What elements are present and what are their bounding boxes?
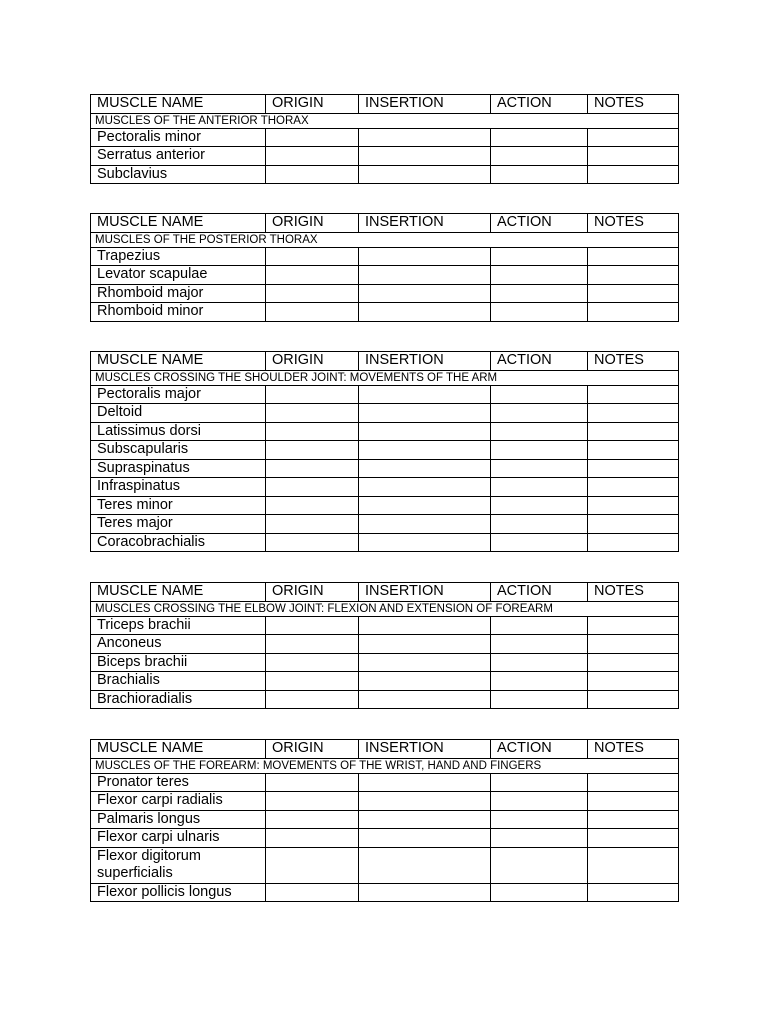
action-cell[interactable] [491, 422, 588, 441]
insertion-cell[interactable] [359, 147, 491, 166]
notes-cell[interactable] [588, 847, 679, 883]
action-cell[interactable] [491, 773, 588, 792]
table-row [91, 404, 679, 423]
muscle-table [90, 739, 679, 902]
insertion-cell[interactable] [359, 672, 491, 691]
notes-cell[interactable] [588, 404, 679, 423]
notes-cell[interactable] [588, 829, 679, 848]
column-header-muscle-name: MUSCLE NAME [91, 352, 266, 371]
action-cell[interactable] [491, 284, 588, 303]
table-row [91, 533, 679, 552]
origin-cell[interactable] [266, 616, 359, 635]
action-cell[interactable] [491, 672, 588, 691]
table-row [91, 385, 679, 404]
column-header-insertion: INSERTION [359, 95, 491, 114]
column-header-insertion: INSERTION [359, 583, 491, 602]
origin-cell[interactable] [266, 653, 359, 672]
table-row [91, 635, 679, 654]
column-header-notes: NOTES [588, 95, 679, 114]
insertion-cell[interactable] [359, 533, 491, 552]
origin-cell[interactable] [266, 165, 359, 184]
notes-cell[interactable] [588, 128, 679, 147]
table-header-row [91, 95, 679, 114]
column-header-origin: ORIGIN [266, 352, 359, 371]
column-header-action: ACTION [491, 95, 588, 114]
column-header-muscle-name: MUSCLE NAME [91, 95, 266, 114]
table-header-row [91, 352, 679, 371]
muscle-name-cell: Brachioradialis [91, 690, 266, 709]
muscle-name-cell: Latissimus dorsi [91, 422, 266, 441]
notes-cell[interactable] [588, 385, 679, 404]
origin-cell[interactable] [266, 690, 359, 709]
muscle-name-cell: Subscapularis [91, 441, 266, 460]
action-cell[interactable] [491, 247, 588, 266]
table-header-row [91, 740, 679, 759]
insertion-cell[interactable] [359, 303, 491, 322]
column-header-insertion: INSERTION [359, 740, 491, 759]
notes-cell[interactable] [588, 773, 679, 792]
muscle-name-cell: Flexor digitorum superficialis [91, 847, 266, 883]
insertion-cell[interactable] [359, 478, 491, 497]
table-row [91, 792, 679, 811]
table-row [91, 422, 679, 441]
action-cell[interactable] [491, 478, 588, 497]
origin-cell[interactable] [266, 533, 359, 552]
notes-cell[interactable] [588, 690, 679, 709]
origin-cell[interactable] [266, 441, 359, 460]
insertion-cell[interactable] [359, 847, 491, 883]
column-header-action: ACTION [491, 583, 588, 602]
notes-cell[interactable] [588, 792, 679, 811]
table-row [91, 303, 679, 322]
table-row [91, 829, 679, 848]
insertion-cell[interactable] [359, 810, 491, 829]
notes-cell[interactable] [588, 422, 679, 441]
muscle-name-cell: Triceps brachii [91, 616, 266, 635]
notes-cell[interactable] [588, 883, 679, 902]
muscle-name-cell: Serratus anterior [91, 147, 266, 166]
notes-cell[interactable] [588, 515, 679, 534]
muscle-name-cell: Flexor carpi radialis [91, 792, 266, 811]
action-cell[interactable] [491, 792, 588, 811]
notes-cell[interactable] [588, 165, 679, 184]
origin-cell[interactable] [266, 847, 359, 883]
insertion-cell[interactable] [359, 404, 491, 423]
table-header-row [91, 583, 679, 602]
section-title: MUSCLES CROSSING THE ELBOW JOINT: FLEXION AND EXTENSION OF FOREARM [91, 601, 679, 616]
section-title: MUSCLES OF THE FOREARM: MOVEMENTS OF THE WRIST, HAND AND FINGERS [91, 758, 679, 773]
muscle-name-cell: Coracobrachialis [91, 533, 266, 552]
muscle-name-cell: Pronator teres [91, 773, 266, 792]
insertion-cell[interactable] [359, 792, 491, 811]
column-header-muscle-name: MUSCLE NAME [91, 740, 266, 759]
muscle-table [90, 582, 679, 709]
action-cell[interactable] [491, 303, 588, 322]
table-row [91, 847, 679, 883]
table-row [91, 773, 679, 792]
table-row [91, 810, 679, 829]
muscle-name-cell: Anconeus [91, 635, 266, 654]
insertion-cell[interactable] [359, 515, 491, 534]
insertion-cell[interactable] [359, 653, 491, 672]
muscle-name-cell: Brachialis [91, 672, 266, 691]
insertion-cell[interactable] [359, 496, 491, 515]
notes-cell[interactable] [588, 147, 679, 166]
origin-cell[interactable] [266, 829, 359, 848]
table-row [91, 515, 679, 534]
insertion-cell[interactable] [359, 266, 491, 285]
action-cell[interactable] [491, 690, 588, 709]
column-header-insertion: INSERTION [359, 352, 491, 371]
insertion-cell[interactable] [359, 829, 491, 848]
origin-cell[interactable] [266, 515, 359, 534]
origin-cell[interactable] [266, 147, 359, 166]
origin-cell[interactable] [266, 496, 359, 515]
column-header-origin: ORIGIN [266, 740, 359, 759]
muscle-name-cell: Rhomboid minor [91, 303, 266, 322]
column-header-action: ACTION [491, 740, 588, 759]
insertion-cell[interactable] [359, 128, 491, 147]
column-header-notes: NOTES [588, 583, 679, 602]
section-title-row [91, 113, 679, 128]
action-cell[interactable] [491, 266, 588, 285]
column-header-insertion: INSERTION [359, 214, 491, 233]
muscle-name-cell: Deltoid [91, 404, 266, 423]
table-row [91, 653, 679, 672]
notes-cell[interactable] [588, 635, 679, 654]
origin-cell[interactable] [266, 773, 359, 792]
table-row [91, 128, 679, 147]
action-cell[interactable] [491, 810, 588, 829]
action-cell[interactable] [491, 128, 588, 147]
column-header-origin: ORIGIN [266, 214, 359, 233]
insertion-cell[interactable] [359, 284, 491, 303]
section-title: MUSCLES OF THE POSTERIOR THORAX [91, 232, 679, 247]
origin-cell[interactable] [266, 247, 359, 266]
column-header-notes: NOTES [588, 352, 679, 371]
table-row [91, 284, 679, 303]
origin-cell[interactable] [266, 404, 359, 423]
muscle-name-cell: Flexor pollicis longus [91, 883, 266, 902]
action-cell[interactable] [491, 829, 588, 848]
column-header-action: ACTION [491, 214, 588, 233]
muscle-name-cell: Infraspinatus [91, 478, 266, 497]
muscle-name-cell: Biceps brachii [91, 653, 266, 672]
action-cell[interactable] [491, 515, 588, 534]
section-title-row [91, 232, 679, 247]
table-row [91, 616, 679, 635]
action-cell[interactable] [491, 847, 588, 883]
table-row [91, 247, 679, 266]
section-title-row [91, 370, 679, 385]
section-title: MUSCLES CROSSING THE SHOULDER JOINT: MOVEMENTS OF THE ARM [91, 370, 679, 385]
notes-cell[interactable] [588, 284, 679, 303]
action-cell[interactable] [491, 533, 588, 552]
muscle-name-cell: Trapezius [91, 247, 266, 266]
notes-cell[interactable] [588, 810, 679, 829]
insertion-cell[interactable] [359, 385, 491, 404]
table-row [91, 496, 679, 515]
table-row [91, 441, 679, 460]
notes-cell[interactable] [588, 478, 679, 497]
action-cell[interactable] [491, 385, 588, 404]
origin-cell[interactable] [266, 635, 359, 654]
insertion-cell[interactable] [359, 441, 491, 460]
action-cell[interactable] [491, 441, 588, 460]
notes-cell[interactable] [588, 303, 679, 322]
muscle-name-cell: Flexor carpi ulnaris [91, 829, 266, 848]
section-title-row [91, 601, 679, 616]
insertion-cell[interactable] [359, 635, 491, 654]
table-row [91, 459, 679, 478]
action-cell[interactable] [491, 404, 588, 423]
insertion-cell[interactable] [359, 616, 491, 635]
muscle-name-cell: Rhomboid major [91, 284, 266, 303]
column-header-action: ACTION [491, 352, 588, 371]
section-title: MUSCLES OF THE ANTERIOR THORAX [91, 113, 679, 128]
action-cell[interactable] [491, 459, 588, 478]
notes-cell[interactable] [588, 616, 679, 635]
origin-cell[interactable] [266, 459, 359, 478]
origin-cell[interactable] [266, 385, 359, 404]
action-cell[interactable] [491, 653, 588, 672]
table-row [91, 165, 679, 184]
muscle-name-cell: Subclavius [91, 165, 266, 184]
insertion-cell[interactable] [359, 247, 491, 266]
action-cell[interactable] [491, 165, 588, 184]
table-row [91, 266, 679, 285]
action-cell[interactable] [491, 616, 588, 635]
notes-cell[interactable] [588, 533, 679, 552]
muscle-name-cell: Palmaris longus [91, 810, 266, 829]
muscle-name-cell: Supraspinatus [91, 459, 266, 478]
origin-cell[interactable] [266, 284, 359, 303]
notes-cell[interactable] [588, 672, 679, 691]
muscle-name-cell: Teres minor [91, 496, 266, 515]
action-cell[interactable] [491, 147, 588, 166]
action-cell[interactable] [491, 496, 588, 515]
notes-cell[interactable] [588, 459, 679, 478]
insertion-cell[interactable] [359, 773, 491, 792]
origin-cell[interactable] [266, 422, 359, 441]
insertion-cell[interactable] [359, 459, 491, 478]
table-header-row [91, 214, 679, 233]
origin-cell[interactable] [266, 303, 359, 322]
insertion-cell[interactable] [359, 165, 491, 184]
notes-cell[interactable] [588, 496, 679, 515]
table-row [91, 672, 679, 691]
notes-cell[interactable] [588, 266, 679, 285]
muscle-name-cell: Pectoralis major [91, 385, 266, 404]
insertion-cell[interactable] [359, 883, 491, 902]
insertion-cell[interactable] [359, 690, 491, 709]
column-header-notes: NOTES [588, 740, 679, 759]
section-title-row [91, 758, 679, 773]
muscle-name-cell: Pectoralis minor [91, 128, 266, 147]
table-row [91, 147, 679, 166]
action-cell[interactable] [491, 635, 588, 654]
insertion-cell[interactable] [359, 422, 491, 441]
column-header-origin: ORIGIN [266, 95, 359, 114]
origin-cell[interactable] [266, 883, 359, 902]
column-header-muscle-name: MUSCLE NAME [91, 583, 266, 602]
table-row [91, 690, 679, 709]
muscle-table [90, 351, 679, 552]
muscle-table [90, 213, 679, 322]
muscle-name-cell: Levator scapulae [91, 266, 266, 285]
notes-cell[interactable] [588, 247, 679, 266]
muscle-table [90, 94, 679, 184]
column-header-origin: ORIGIN [266, 583, 359, 602]
table-row [91, 883, 679, 902]
table-row [91, 478, 679, 497]
notes-cell[interactable] [588, 441, 679, 460]
notes-cell[interactable] [588, 653, 679, 672]
origin-cell[interactable] [266, 128, 359, 147]
action-cell[interactable] [491, 883, 588, 902]
origin-cell[interactable] [266, 266, 359, 285]
muscle-name-cell: Teres major [91, 515, 266, 534]
origin-cell[interactable] [266, 792, 359, 811]
origin-cell[interactable] [266, 810, 359, 829]
origin-cell[interactable] [266, 672, 359, 691]
column-header-muscle-name: MUSCLE NAME [91, 214, 266, 233]
origin-cell[interactable] [266, 478, 359, 497]
column-header-notes: NOTES [588, 214, 679, 233]
